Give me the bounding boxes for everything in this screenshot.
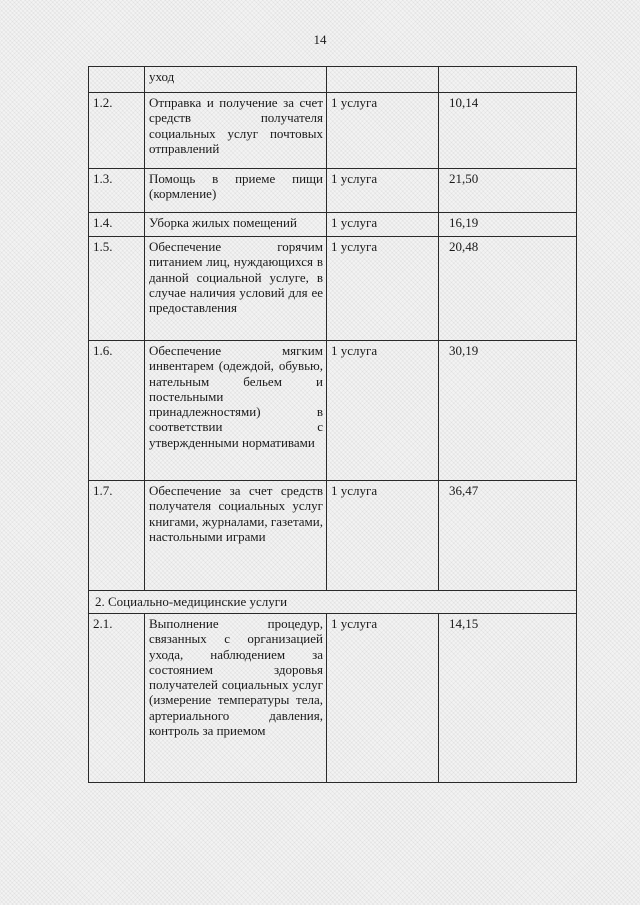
table-row: [89, 169, 577, 213]
cell-service-name: Выполнение процедур, связанных с организацией ухода, наблюдением за состоянием здоровья получателей социальных услуг (измерение температуры тела, артериального давления, контроль за приемом: [145, 614, 327, 783]
table-row-continuation: [89, 67, 577, 93]
cell-unit: 1 услуга: [327, 237, 439, 341]
cell-num: [89, 67, 145, 93]
cell-service-name: Обеспечение мягким инвентарем (одеждой, обувью, нательным бельем и постельными принадлежностями) в соответствии с утвержденными нормативами: [145, 341, 327, 481]
table-row: [89, 614, 577, 783]
cell-num: 1.3.: [89, 169, 145, 213]
table-row: [89, 237, 577, 341]
table-row: [89, 93, 577, 169]
cell-value: [439, 67, 577, 93]
cell-value: 10,14: [439, 93, 577, 169]
cell-value: 30,19: [439, 341, 577, 481]
page-number: 14: [313, 32, 327, 47]
cell-value: 36,47: [439, 481, 577, 591]
cell-unit: 1 услуга: [327, 614, 439, 783]
cell-service-name: уход: [145, 67, 327, 93]
cell-service-name: Обеспечение за счет средств получателя социальных услуг книгами, журналами, газетами, настольными играми: [145, 481, 327, 591]
cell-value: 14,15: [439, 614, 577, 783]
cell-unit: 1 услуга: [327, 341, 439, 481]
cell-unit: 1 услуга: [327, 481, 439, 591]
cell-num: 1.7.: [89, 481, 145, 591]
cell-value: 21,50: [439, 169, 577, 213]
cell-num: 2.1.: [89, 614, 145, 783]
cell-service-name: Уборка жилых помещений: [145, 213, 327, 237]
cell-num: 1.5.: [89, 237, 145, 341]
cell-unit: 1 услуга: [327, 169, 439, 213]
table-row: [89, 481, 577, 591]
cell-unit: 1 услуга: [327, 213, 439, 237]
cell-service-name: Обеспечение горячим питанием лиц, нуждающихся в данной социальной услуге, в случае наличия условий для ее предоставления: [145, 237, 327, 341]
section-header-row: [89, 591, 577, 614]
table-row: [89, 341, 577, 481]
cell-service-name: Помощь в приеме пищи (кормление): [145, 169, 327, 213]
cell-value: 20,48: [439, 237, 577, 341]
cell-unit: 1 услуга: [327, 93, 439, 169]
section-title: 2. Социально-медицинские услуги: [89, 591, 577, 614]
cell-unit: [327, 67, 439, 93]
services-tariff-table: [88, 66, 577, 783]
cell-num: 1.4.: [89, 213, 145, 237]
table-row: [89, 213, 577, 237]
services-table-container: [88, 66, 576, 783]
cell-service-name: Отправка и получение за счет средств получателя социальных услуг почтовых отправлений: [145, 93, 327, 169]
cell-num: 1.2.: [89, 93, 145, 169]
cell-value: 16,19: [439, 213, 577, 237]
cell-num: 1.6.: [89, 341, 145, 481]
